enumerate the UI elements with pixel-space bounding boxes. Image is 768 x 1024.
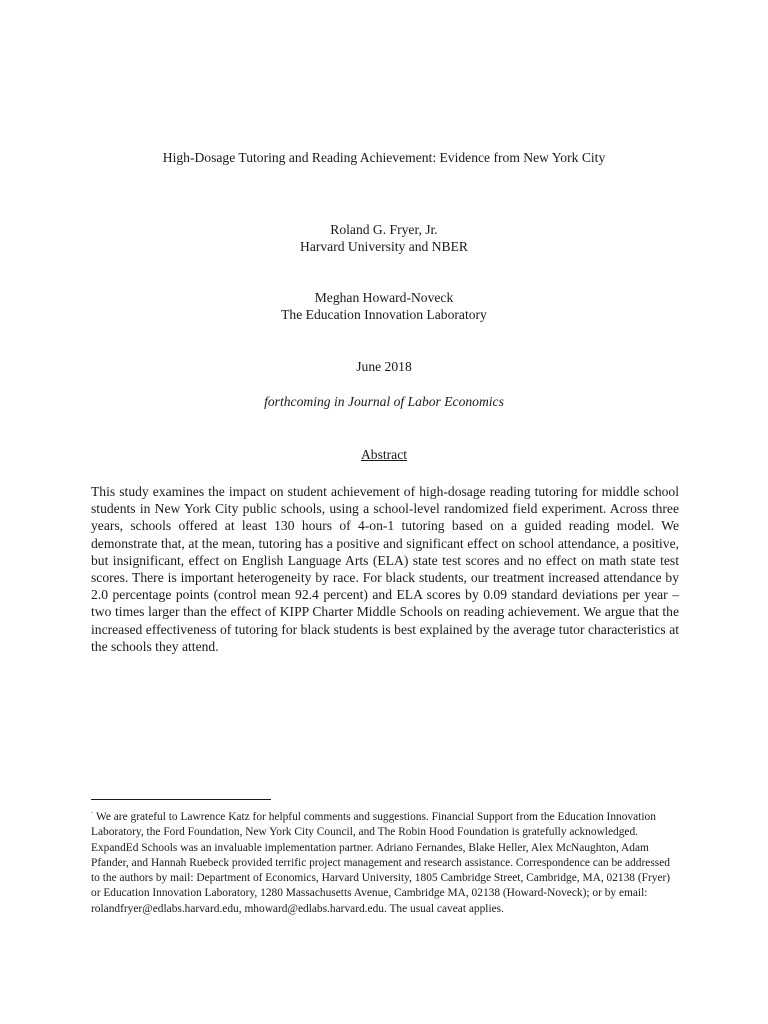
author-affiliation-1: Harvard University and NBER (300, 239, 468, 254)
author-name-2: Meghan Howard-Noveck (314, 290, 454, 305)
footnote-text: We are grateful to Lawrence Katz for helpful comments and suggestions. Financial Support from the Education Innovation Laboratory, the Ford Foundation, New York City Council, and The Robin Hood Foundation is gratefully acknowledged. ExpandEd Schools was an invaluable implementation partner. Adriano Fernandes, Blake Heller, Alex McNaughton, Adam Pfander, and Hannah Ruebeck provided terrific project management and research assistance. Correspondence can be addressed to the authors by mail: Department of Economics, Harvard University, 1805 Cambridge Street, Cambridge, MA, 02138 (Fryer) or Education Innovation Laboratory, 1280 Massachusetts Avenue, Cambridge MA, 02138 (Howard-Noveck); or by email: rolandfryer@edlabs.harvard.edu, mhoward@edlabs.harvard.edu. The usual caveat applies. (91, 811, 671, 915)
author-name-1: Roland G. Fryer, Jr. (330, 222, 438, 237)
footnote-marker: · (91, 809, 94, 818)
paper-title: High-Dosage Tutoring and Reading Achievement: Evidence from New York City (162, 150, 606, 165)
abstract-heading: Abstract (360, 447, 408, 462)
abstract-text: This study examines the impact on student achievement of high-dosage reading tutoring for middle school students in New York City public schools, using a school-level randomized field experiment. Across three years, schools offered at least 130 hours of 4-on-1 tutoring based on a guided reading model. We demonstrate that, at the mean, tutoring has a positive and significant effect on school attendance, a positive, but insignificant, effect on English Language Arts (ELA) state test scores and no effect on math state test scores. There is important heterogeneity by race. For black students, our treatment increased attendance by 2.0 percentage points (control mean 92.4 percent) and ELA scores by 0.09 standard deviations per year – two times larger than the effect of KIPP Charter Middle Schools on reading achievement. We argue that the increased effectiveness of tutoring for black students is best explained by the average tutor characteristics at the schools they attend. (91, 484, 679, 654)
footnote-divider (91, 799, 271, 800)
author-affiliation-2: The Education Innovation Laboratory (281, 307, 487, 322)
footnote (91, 810, 679, 917)
publication-date: June 2018 (356, 359, 412, 374)
publication-venue: forthcoming in Journal of Labor Economics (264, 394, 504, 409)
